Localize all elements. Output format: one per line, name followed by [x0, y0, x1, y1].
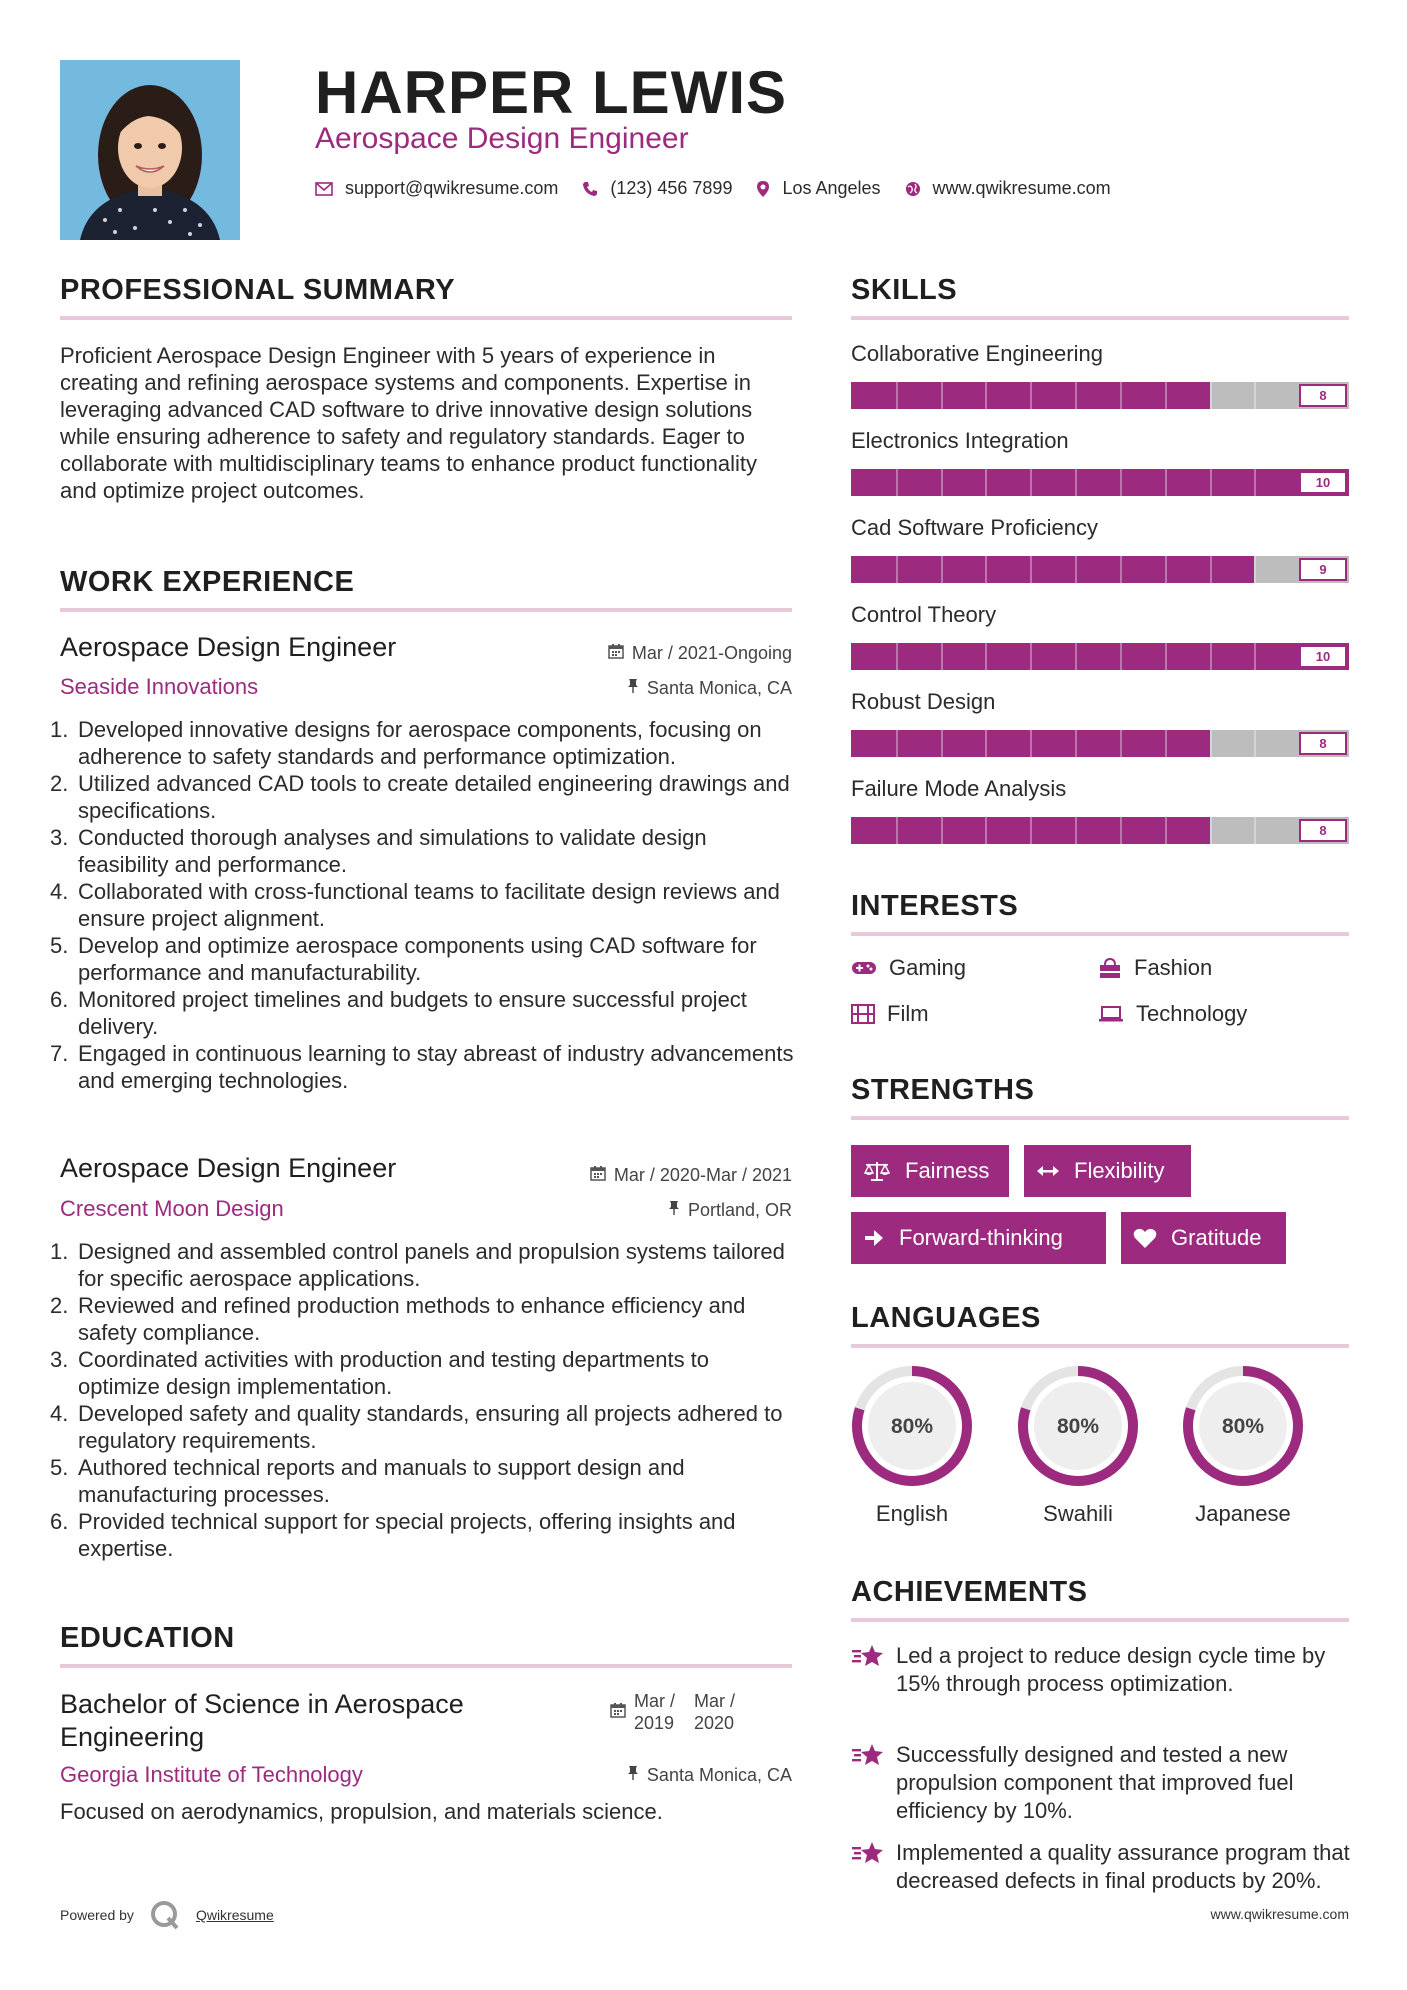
arrows-horizontal-icon — [1036, 1164, 1060, 1178]
job-location — [668, 1200, 792, 1221]
language-percent: 80% — [1221, 1415, 1265, 1438]
interest-label: Film — [887, 1001, 929, 1026]
skill-bar-segment — [896, 730, 898, 757]
summary-text: Proficient Aerospace Design Engineer with 5 years of experience in creating and refining aerospace systems and components. Expertise in leveraging advanced CAD software to drive innovative design solutions while ensuring adherence to safety and regulatory standards. Eager to collaborate with multidisciplinary teams to enhance product functionality and optimize project outcomes. — [60, 343, 758, 503]
skill-bar-segment — [1120, 382, 1122, 409]
skill-bar-segment — [896, 817, 898, 844]
bullet-text: Provided technical support for special projects, offering insights and expertise. — [78, 1509, 736, 1561]
skill-level-value: 8 — [1299, 384, 1347, 407]
skill-bar-segment — [1120, 469, 1122, 496]
skill-bar-segment — [1165, 556, 1167, 583]
job-bullets — [50, 1238, 795, 1562]
skills-heading: SKILLS — [851, 274, 958, 306]
contact-email[interactable]: support@qwikresume.com — [345, 178, 559, 198]
achievement-text: Successfully designed and tested a new propulsion component that improved fuel efficiency by 10%. — [896, 1742, 1294, 1823]
skill-level-value: 8 — [1299, 819, 1347, 842]
skill-bar-segment — [1165, 643, 1167, 670]
contact-bar — [315, 178, 1135, 199]
education-heading: EDUCATION — [60, 1622, 235, 1654]
language-item — [851, 1365, 973, 1527]
skill-bar-segment — [1120, 556, 1122, 583]
skill-level-value: 10 — [1299, 471, 1347, 494]
language-ring — [1017, 1365, 1139, 1487]
education-date-start: Mar / 2019 — [634, 1691, 676, 1733]
languages-heading: LANGUAGES — [851, 1302, 1041, 1334]
skill-bar-segment — [1030, 730, 1032, 757]
interests-heading: INTERESTS — [851, 890, 1019, 922]
skill-bar-segment — [941, 382, 943, 409]
bullet-number: 7. — [50, 1041, 69, 1066]
skill-level-value: 9 — [1299, 558, 1347, 581]
skills-divider — [851, 316, 1349, 320]
skill-bar-segment — [1210, 469, 1212, 496]
skill-bar-segment — [1120, 817, 1122, 844]
heart-icon — [1133, 1227, 1157, 1249]
job-bullet — [50, 932, 795, 986]
skill-bar — [851, 382, 1349, 409]
calendar-icon — [610, 1702, 626, 1723]
job-bullets — [50, 716, 795, 1094]
bullet-number: 6. — [50, 1509, 69, 1534]
skill-bar-segment — [896, 643, 898, 670]
summary-heading: PROFESSIONAL SUMMARY — [60, 274, 456, 306]
skill-label: Collaborative Engineering — [851, 341, 1103, 366]
skill-bar-segment — [1075, 730, 1077, 757]
achievement-text: Implemented a quality assurance program that decreased defects in final products by 20%. — [896, 1840, 1350, 1893]
job-bullet — [50, 1292, 795, 1346]
strength-chip — [851, 1145, 1009, 1197]
skill-bar-segment — [1165, 730, 1167, 757]
calendar-icon — [590, 1165, 606, 1186]
job-location — [627, 678, 792, 699]
job-company: Seaside Innovations — [60, 674, 259, 699]
interest-label: Gaming — [889, 955, 967, 980]
skill-bar-segment — [941, 556, 943, 583]
skill-bar-segment — [941, 817, 943, 844]
skill-bar-segment — [1254, 730, 1256, 757]
skill-level-value: 10 — [1299, 645, 1347, 668]
profile-photo — [60, 60, 240, 240]
shopping-bag-icon — [1098, 957, 1122, 979]
skill-bar-segment — [1120, 730, 1122, 757]
strength-chip — [1121, 1212, 1286, 1264]
skill-bar-segment — [1075, 556, 1077, 583]
summary-divider — [60, 316, 792, 320]
language-percent: 80% — [1056, 1415, 1100, 1438]
skill-bar-segment — [1210, 382, 1212, 409]
achievement-item — [851, 1741, 1351, 1825]
skill-bar — [851, 730, 1349, 757]
job-location-text: Portland, OR — [687, 1200, 792, 1220]
job-date — [608, 643, 792, 664]
bullet-text: Developed innovative designs for aerospace components, focusing on adherence to safety standards and performance optimization. — [78, 717, 762, 769]
languages-divider — [851, 1344, 1349, 1348]
skill-bar-segment — [1165, 382, 1167, 409]
interest-label: Fashion — [1134, 955, 1213, 980]
qwikresume-link[interactable]: Qwikresume — [195, 1907, 274, 1923]
bullet-text: Monitored project timelines and budgets to ensure successful project delivery. — [78, 987, 747, 1039]
shooting-star-icon — [851, 1642, 885, 1677]
skill-bar-segment — [941, 643, 943, 670]
interest-item — [851, 1001, 929, 1027]
achievement-item — [851, 1642, 1351, 1698]
arrow-right-icon — [863, 1228, 885, 1248]
skill-bar-segment — [1210, 730, 1212, 757]
language-item — [1182, 1365, 1304, 1527]
bullet-number: 1. — [50, 717, 69, 742]
job-bullet — [50, 986, 795, 1040]
skill-label: Robust Design — [851, 689, 996, 714]
strength-label: Forward-thinking — [899, 1225, 1063, 1250]
skill-bar-segment — [1254, 382, 1256, 409]
education-date — [610, 1690, 750, 1734]
bullet-text: Coordinated activities with production and testing departments to optimize design implementation. — [78, 1347, 710, 1399]
balance-scale-icon — [863, 1160, 891, 1182]
education-location-text: Santa Monica, CA — [646, 1765, 792, 1785]
language-item — [1017, 1365, 1139, 1527]
bullet-number: 4. — [50, 1401, 69, 1426]
skill-bar-segment — [941, 730, 943, 757]
job-date-text: Mar / 2021-Ongoing — [631, 643, 792, 663]
achievement-item — [851, 1839, 1351, 1895]
skill-bar-segment — [985, 556, 987, 583]
film-icon — [851, 1004, 875, 1024]
bullet-text: Engaged in continuous learning to stay abreast of industry advancements and emerging technologies. — [78, 1041, 794, 1093]
skill-bar — [851, 643, 1349, 670]
map-marker-icon — [756, 180, 770, 198]
skill-bar-segment — [896, 469, 898, 496]
laptop-icon — [1098, 1005, 1124, 1023]
job-title: Aerospace Design Engineer — [60, 1153, 397, 1183]
skill-label: Control Theory — [851, 602, 997, 627]
language-name: English — [875, 1501, 949, 1526]
skill-bar-segment — [1075, 643, 1077, 670]
interests-divider — [851, 932, 1349, 936]
strength-chip — [1024, 1145, 1191, 1197]
skill-bar-segment — [985, 382, 987, 409]
skill-bar-segment — [1120, 643, 1122, 670]
job-date — [590, 1165, 792, 1186]
experience-divider — [60, 608, 792, 612]
job-company: Crescent Moon Design — [60, 1196, 284, 1221]
candidate-role: Aerospace Design Engineer — [315, 122, 689, 155]
interest-label: Technology — [1136, 1001, 1248, 1026]
job-bullet — [50, 824, 795, 878]
pushpin-icon — [627, 1765, 639, 1786]
job-bullet — [50, 1508, 795, 1562]
footer-website[interactable]: www.qwikresume.com — [1210, 1906, 1349, 1922]
language-ring — [1182, 1365, 1304, 1487]
school-name: Georgia Institute of Technology — [60, 1762, 363, 1787]
skill-bar — [851, 556, 1349, 583]
strength-label: Gratitude — [1171, 1225, 1262, 1250]
skill-label: Failure Mode Analysis — [851, 776, 1067, 801]
bullet-text: Authored technical reports and manuals to support design and manufacturing processes. — [78, 1455, 685, 1507]
job-bullet — [50, 878, 795, 932]
skill-bar-segment — [1210, 817, 1212, 844]
bullet-number: 3. — [50, 1347, 69, 1372]
language-ring — [851, 1365, 973, 1487]
skill-bar-segment — [941, 469, 943, 496]
bullet-number: 2. — [50, 1293, 69, 1318]
education-divider — [60, 1664, 792, 1668]
shooting-star-icon — [851, 1741, 885, 1776]
education-date-end: Mar / 2020 — [694, 1691, 736, 1733]
phone-icon — [582, 181, 598, 197]
calendar-icon — [608, 643, 624, 664]
skill-bar-segment — [1210, 556, 1212, 583]
bullet-text: Collaborated with cross-functional teams to facilitate design reviews and ensure project alignment. — [78, 879, 780, 931]
candidate-name: HARPER LEWIS — [315, 59, 788, 126]
bullet-number: 5. — [50, 933, 69, 958]
bullet-number: 1. — [50, 1239, 69, 1264]
pushpin-icon — [668, 1200, 680, 1221]
interest-item — [851, 955, 966, 981]
strength-label: Flexibility — [1074, 1158, 1165, 1183]
skill-bar-segment — [1254, 817, 1256, 844]
job-bullet — [50, 716, 795, 770]
pushpin-icon — [627, 678, 639, 699]
strengths-heading: STRENGTHS — [851, 1074, 1035, 1106]
skill-bar-segment — [1075, 817, 1077, 844]
bullet-number: 2. — [50, 771, 69, 796]
skill-bar-segment — [985, 817, 987, 844]
experience-heading: WORK EXPERIENCE — [60, 566, 355, 598]
achievements-heading: ACHIEVEMENTS — [851, 1576, 1088, 1608]
bullet-text: Developed safety and quality standards, ensuring all projects adhered to regulatory requirements. — [78, 1401, 783, 1453]
skill-bar-segment — [1030, 469, 1032, 496]
language-name: Swahili — [1043, 1501, 1113, 1526]
footer-powered-by — [60, 1900, 274, 1930]
contact-website[interactable]: www.qwikresume.com — [932, 178, 1111, 198]
bullet-number: 4. — [50, 879, 69, 904]
job-bullet — [50, 1346, 795, 1400]
skill-bar-fill — [851, 643, 1349, 670]
skill-bar-segment — [896, 382, 898, 409]
interest-item — [1098, 1001, 1247, 1027]
degree-line-2: Engineering — [60, 1722, 205, 1752]
bullet-text: Utilized advanced CAD tools to create detailed engineering drawings and specifications. — [78, 771, 790, 823]
bullet-number: 6. — [50, 987, 69, 1012]
skill-level-value: 8 — [1299, 732, 1347, 755]
globe-icon — [905, 181, 921, 197]
skill-bar-segment — [1165, 469, 1167, 496]
bullet-text: Designed and assembled control panels and propulsion systems tailored for specific aerospace applications. — [78, 1239, 785, 1291]
strengths-divider — [851, 1116, 1349, 1120]
strength-chip — [851, 1212, 1106, 1264]
language-name: Japanese — [1195, 1501, 1291, 1526]
contact-phone[interactable]: (123) 456 7899 — [610, 178, 733, 198]
skill-bar-segment — [1254, 643, 1256, 670]
strength-label: Fairness — [905, 1158, 990, 1183]
envelope-icon — [315, 182, 333, 196]
skill-bar — [851, 817, 1349, 844]
job-date-text: Mar / 2020-Mar / 2021 — [613, 1165, 792, 1185]
skill-bar-fill — [851, 556, 1254, 583]
skill-bar-segment — [1030, 556, 1032, 583]
skill-bar-segment — [985, 469, 987, 496]
skill-bar-segment — [1030, 382, 1032, 409]
skill-bar-segment — [1030, 817, 1032, 844]
skill-bar-fill — [851, 469, 1349, 496]
job-bullet — [50, 1400, 795, 1454]
achievement-text: Led a project to reduce design cycle time by 15% through process optimization. — [896, 1643, 1326, 1696]
skill-bar-segment — [1075, 382, 1077, 409]
skill-bar-segment — [985, 643, 987, 670]
achievements-divider — [851, 1618, 1349, 1622]
job-bullet — [50, 1040, 795, 1094]
job-bullet — [50, 1238, 795, 1292]
qwikresume-logo-icon — [150, 1900, 180, 1930]
skill-bar-segment — [1075, 469, 1077, 496]
skill-bar-segment — [1165, 817, 1167, 844]
degree-title — [60, 1688, 464, 1754]
bullet-text: Reviewed and refined production methods to enhance efficiency and safety compliance. — [78, 1293, 746, 1345]
powered-by-label: Powered by — [60, 1907, 134, 1923]
skill-label: Cad Software Proficiency — [851, 515, 1098, 540]
job-bullet — [50, 1454, 795, 1508]
skill-bar-segment — [1030, 643, 1032, 670]
contact-location: Los Angeles — [782, 178, 881, 198]
language-percent: 80% — [890, 1415, 934, 1438]
bullet-number: 5. — [50, 1455, 69, 1480]
bullet-text: Conducted thorough analyses and simulations to validate design feasibility and performance. — [78, 825, 707, 877]
education-location — [627, 1765, 792, 1786]
skill-bar-segment — [1254, 556, 1256, 583]
skill-bar-segment — [1210, 643, 1212, 670]
education-description: Focused on aerodynamics, propulsion, and materials science. — [60, 1799, 663, 1824]
bullet-number: 3. — [50, 825, 69, 850]
shooting-star-icon — [851, 1839, 885, 1874]
job-location-text: Santa Monica, CA — [646, 678, 792, 698]
job-bullet — [50, 770, 795, 824]
interest-item — [1098, 955, 1212, 981]
skill-bar-segment — [896, 556, 898, 583]
bullet-text: Develop and optimize aerospace components using CAD software for performance and manufacturability. — [78, 933, 757, 985]
skill-bar-segment — [985, 730, 987, 757]
skill-bar — [851, 469, 1349, 496]
job-title: Aerospace Design Engineer — [60, 632, 397, 662]
gamepad-icon — [851, 959, 877, 977]
skill-label: Electronics Integration — [851, 428, 1069, 453]
degree-line-1: Bachelor of Science in Aerospace — [60, 1689, 464, 1719]
skill-bar-segment — [1254, 469, 1256, 496]
